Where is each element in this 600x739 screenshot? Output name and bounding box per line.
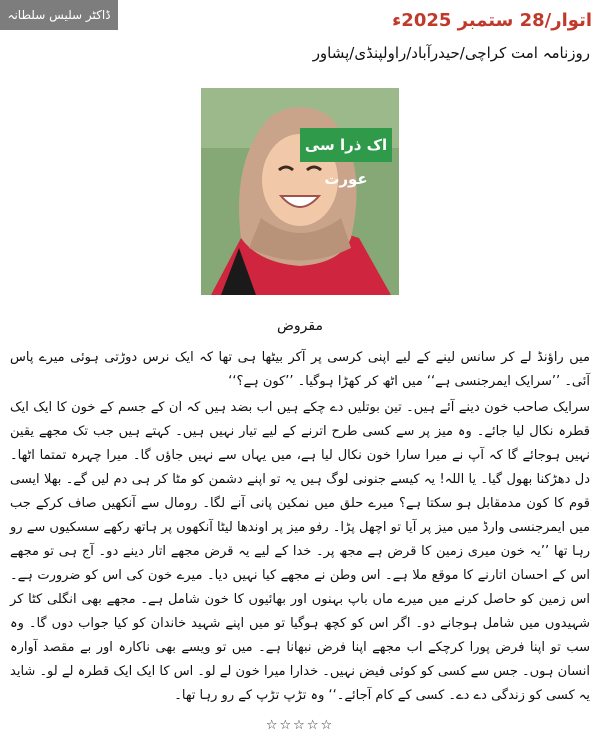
publication-name: روزنامہ امت کراچی/حیدرآباد/راولپنڈی/پشاور (312, 44, 590, 62)
paragraph: میں راؤنڈ لے کر سانس لینے کے لیے اپنی کرسی پر آکر بیٹھا ہی تھا کہ ایک نرس دوڑتی ہوئی میرے پاس آئی۔ ’’سرایک ایمرجنسی ہے‘‘ میں اٹھ کر کھڑا ہوگیا۔ ’’کون ہے؟‘‘ (10, 350, 590, 389)
column-label: اک ذرا سی عورت (300, 128, 392, 162)
article-body (10, 346, 590, 710)
paragraph: سرایک صاحب خون دینے آئے ہیں۔ تین بوتلیں دے چکے ہیں اب بضد ہیں کہ ان کے جسم کے خون کا ایک ایک قطرہ نکال لیا جائے۔ وہ میز پر سے کسی طرح اترنے کے لیے تیار نہیں ہیں۔ کہتے ہیں جب تک مجھے یقین نہیں ہوجائے گا کہ آپ نے میرا سارا خون نکال لیا ہے، میں یہاں سے نہیں جاؤں گا۔ میرا چہرہ تمتما اٹھا۔ دل دھڑکنا بھول گیا۔ یا اللہ! یہ کیسے جنونی لوگ ہیں یہ تو اپنے دشمن کو مٹا کر ہی دم لیں گے۔ بھلا ایسی قوم کا کون مدمقابل ہو سکتا ہے؟ میرے حلق میں نمکین پانی آنے لگا۔ رومال سے آنکھیں صاف کرکے جب میں ایمرجنسی وارڈ میں میز پر آیا تو اچھل پڑا۔ رفو میز پر اوندھا لیٹا آنکھوں پر ہاتھ رکھے سسکیوں سے رو رہا تھا ’’یہ خون میری زمین کا قرض ہے مجھ پر۔ خدا کے لیے یہ قرض مجھے اتار دینے دو۔ آج ہی تو مجھے اس کے احسان اتارنے کا موقع ملا ہے۔ اس وطن نے مجھے کیا نہیں دیا۔ میرے خون کی اس کو ضرورت ہے۔ اس زمین کو حاصل کرنے میں میرے ماں باپ بہنوں اور بھائیوں کا خون شامل ہے۔ مجھے بھی انگلی کٹا کر شہیدوں میں شامل ہوجانے دو۔ اگر اس کو کچھ ہوگیا تو میں اپنے شہید خاندان کو کیا جواب دوں گا۔ وہ سب تو اپنا فرض پورا کرچکے اب مجھے اپنا فرض نبھانا ہے۔ میں تو ویسے بھی ناکارہ اور بے مقصد آوارہ انسان ہوں۔ جس سے کسی کو کوئی فیض نہیں۔ خدارا میرا خون لے لو۔ اس کا ایک ایک قطرہ لے لو۔ شاید یہ کسی کو زندگی دے دے۔ کسی کے کام آجائے۔‘‘ وہ تڑپ تڑپ کے رو رہا تھا۔ (10, 400, 590, 703)
end-mark: ☆☆☆☆☆ (265, 718, 335, 733)
column-photo (201, 88, 399, 295)
article-title: مقروض (277, 318, 323, 334)
publication-date: اتوار/28 ستمبر 2025ء (392, 10, 592, 31)
author-name: ڈاکٹر سلیس سلطانہ چغتائی (0, 0, 118, 30)
